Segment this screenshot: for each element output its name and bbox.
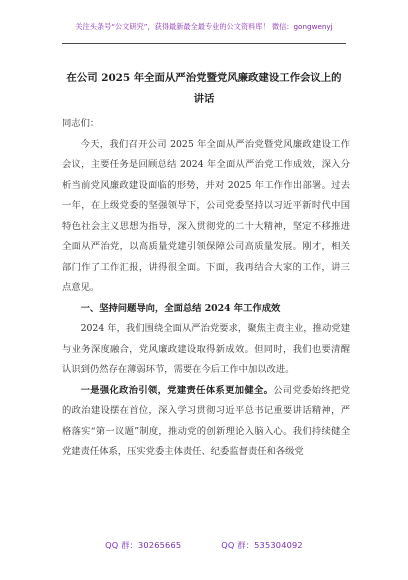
point-1-text: 公司党委始终把党的政治建设摆在首位，深入学习贯彻习近平总书记重要讲话精神，严格落实“第一议题”制度，推动党的创新理论入脑入心。我们持续健全党建责任体系，压实党委主体责任、纪委监督责任和各级党 xyxy=(62,384,350,457)
paragraph-point-1 xyxy=(62,381,350,463)
header-divider xyxy=(62,43,346,44)
footer-qq-group-2: QQ 群：535304092 xyxy=(221,540,303,550)
title-line-2: 讲话 xyxy=(193,93,215,105)
document-body xyxy=(62,114,350,463)
footer-qq-group-1: QQ 群：30265665 xyxy=(105,540,182,550)
salutation: 同志们： xyxy=(62,118,100,129)
paragraph-summary: 2024 年，我们围绕全面从严治党要求，聚焦主责主业，推动党建与业务深度融合，党风廉政建设取得新成效。但同时，我们也要清醒认识到仍然存在薄弱环节，需要在今后工作中加以改进。 xyxy=(62,323,350,375)
section-heading-1: 一、坚持问题导向，全面总结 2024 年工作成效 xyxy=(80,302,281,314)
page-footer xyxy=(0,540,408,551)
document-title xyxy=(56,68,352,110)
title-line-1: 在公司 2025 年全面从严治党暨党风廉政建设工作会议上的 xyxy=(66,72,342,84)
paragraph-intro: 今天，我们召开公司 2025 年全面从严治党暨党风廉政建设工作会议，主要任务是回顾总结 2024 年全面从严治党工作成效，深入分析当前党风廉政建设面临的形势，并对 2025 年工作作出部署。过去一年，在上级党委的坚强领导下，公司党委坚持以习近平新时代中国特色社会主义思想为指导，深入贯彻党的二十大精神，坚定不移推进全面从严治党，以高质量党建引领保障公司高质量发展。刚才，相关部门作了工作汇报，讲得很全面。下面，我再结合大家的工作，讲三点意见。 xyxy=(62,138,350,293)
page-header-promo: 关注头条号“公文研究”，获得最新最全最专业的公文资料库！ 微信：gongwenyj xyxy=(75,22,333,31)
point-1-lead: 一是强化政治引领，党建责任体系更加健全。 xyxy=(80,384,274,396)
